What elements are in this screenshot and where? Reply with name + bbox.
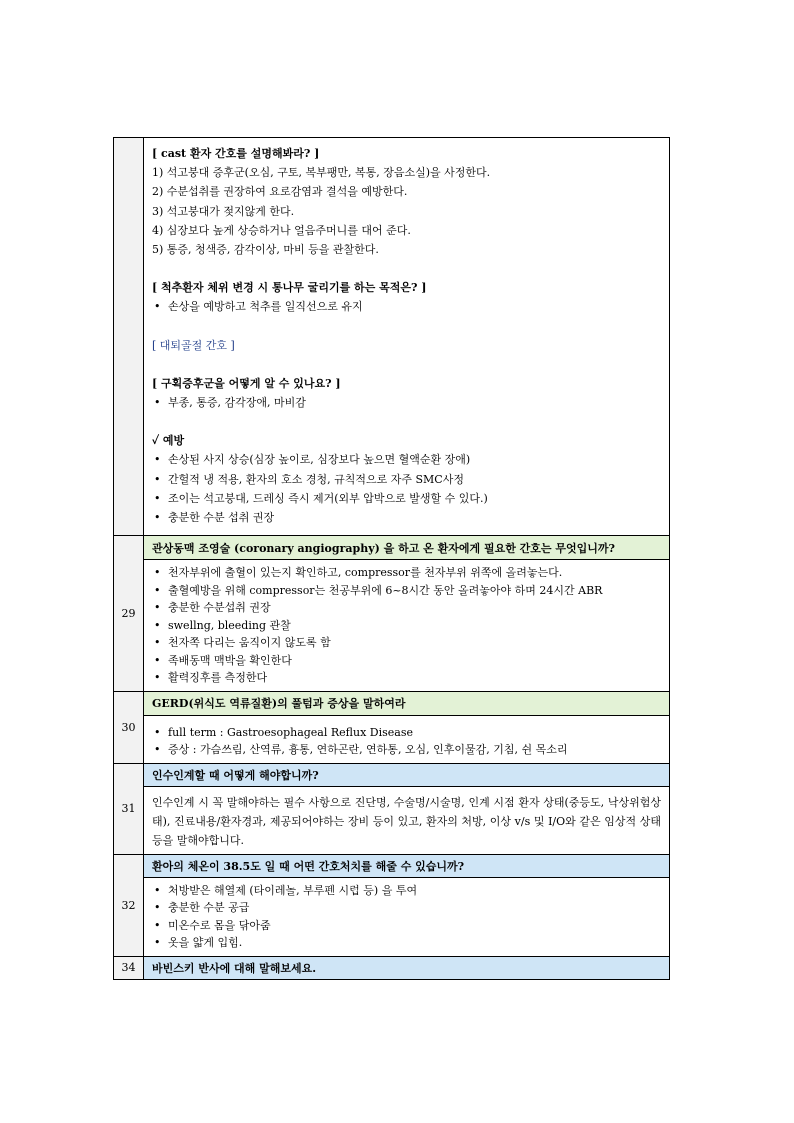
question-number: 29 [114,536,144,692]
answer-cell [144,560,670,692]
question-number: 30 [114,691,144,763]
list-item: 3) 석고붕대가 젖지않게 한다. [152,204,295,218]
table-row [114,786,670,854]
answer-cell [144,786,670,854]
list-item: • 미온수로 몸을 닦아줌 [152,917,661,935]
list-item: • 옷을 얇게 입힘. [152,934,661,952]
question-number: 32 [114,854,144,956]
prevention-title: ✓ 예방 [152,434,185,448]
answer-paragraph: 인수인계 시 꼭 말해야하는 필수 사항으로 진단명, 수술명/시술명, 인계 시점 환자 상태(중등도, 낙상위험상태), 진료내용/환자경과, 제공되어야하는 장비 등이 있고, 환자의 처방, 이상 v/s 및 I/O와 같은 임상적 상태 등을 말해야합니다. [152,795,661,847]
list-item: • 충분한 수분 공급 [152,899,661,917]
question-text: 환아의 체온이 38.5도 일 때 어떤 간호처치를 해줄 수 있습니까? [144,854,670,877]
list-item: • 족배동맥 맥박을 확인한다 [152,652,661,670]
spine-title: [ 척추환자 체위 변경 시 통나무 굴리기를 하는 목적은? ] [152,281,427,295]
list-item: • 부종, 통증, 감각장애, 마비감 [152,393,661,412]
list-item: 1) 석고붕대 증후군(오심, 구토, 복부팽만, 복통, 장음소실)을 사정한다. [152,166,491,180]
table-row [114,715,670,763]
qa-table [113,137,670,980]
list-item: • full term : Gastroesophageal Reflux Disease [152,724,661,742]
question-number: 34 [114,956,144,979]
question-text: 바빈스키 반사에 대해 말해보세요. [144,956,670,979]
list-item: • swellng, bleeding 관찰 [152,617,661,635]
list-item: • 증상 : 가슴쓰림, 산역류, 흉통, 연하곤란, 연하통, 오심, 인후이물감, 기침, 쉰 목소리 [152,741,661,759]
answer-cell [144,715,670,763]
list-item: • 활력징후를 측정한다 [152,669,661,687]
list-item: • 처방받은 해열제 (타이레놀, 부루펜 시럽 등) 을 투여 [152,882,661,900]
table-row [114,877,670,956]
list-item: 2) 수분섭취를 권장하여 요로감염과 결석을 예방한다. [152,185,408,199]
list-item: • 간헐적 냉 적용, 환자의 호소 경청, 규칙적으로 자주 SMC사정 [152,470,661,489]
list-item: • 손상된 사지 상승(심장 높이로, 심장보다 높으면 혈액순환 장애) [152,450,661,469]
list-item: • 조이는 석고붕대, 드레싱 즉시 제거(외부 압박으로 발생할 수 있다.) [152,489,661,508]
question-text: 인수인계할 때 어떻게 해야합니까? [144,763,670,786]
table-row [114,560,670,692]
question-number: 31 [114,763,144,854]
table-row [114,854,670,877]
compartment-title: [ 구획증후군을 어떻게 알 수 있나요? ] [152,376,341,390]
table-row [114,138,670,536]
list-item: • 손상을 예방하고 척추를 일직선으로 유지 [152,297,661,316]
answer-cell [144,877,670,956]
question-text: GERD(위식도 역류질환)의 풀텀과 증상을 말하여라 [144,691,670,715]
list-item: • 출혈예방을 위해 compressor는 천공부위에 6~8시간 동안 올려놓아야 하며 24시간 ABR [152,582,661,600]
list-item: • 충분한 수분섭취 권장 [152,599,661,617]
row-number-cell [114,138,144,536]
table-row [114,763,670,786]
list-item: • 천자부위에 출혈이 있는지 확인하고, compressor를 천자부위 위쪽에 올려놓는다. [152,564,661,582]
list-item: 5) 통증, 청색증, 감각이상, 마비 등을 관찰한다. [152,243,379,257]
list-item: • 천자쪽 다리는 움직이지 않도록 함 [152,634,661,652]
cast-content-cell [144,138,670,536]
list-item: 4) 심장보다 높게 상승하거나 얼음주머니를 대어 준다. [152,223,411,237]
question-text: 관상동맥 조영술 (coronary angiography) 을 하고 온 환자에게 필요한 간호는 무엇입니까? [144,536,670,560]
table-row [114,691,670,715]
list-item: • 충분한 수분 섭취 권장 [152,508,661,527]
table-row [114,536,670,560]
cast-title: [ cast 환자 간호를 설명해봐라? ] [152,147,320,160]
table-row [114,956,670,979]
femur-title: [ 대퇴골절 간호 ] [152,338,235,352]
